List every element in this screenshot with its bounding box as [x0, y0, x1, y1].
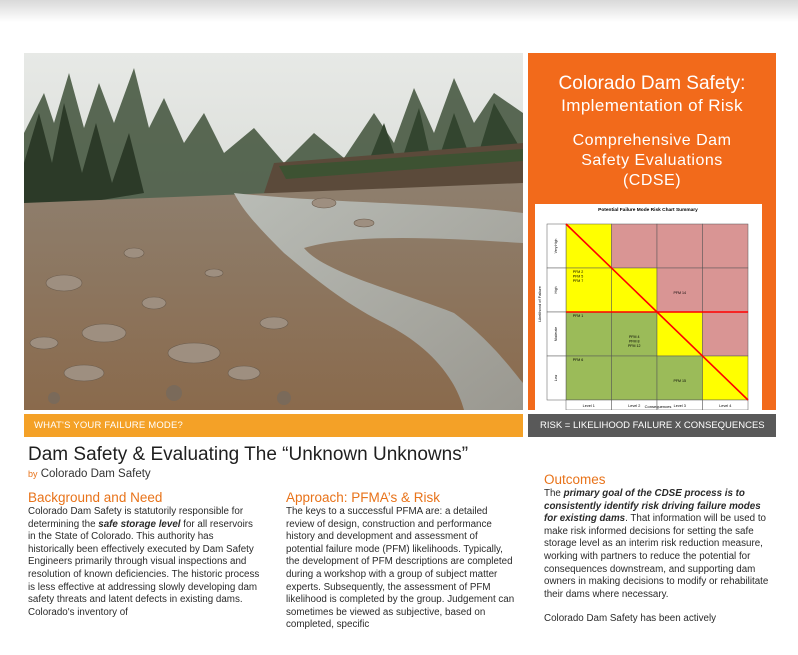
risk-cell: [703, 268, 749, 312]
background-text-a: Colorado Dam Safety is statutorily responsible for determining the: [28, 506, 244, 530]
pfm-label: PFM 4 PFM 8 PFM 12: [627, 335, 641, 349]
column-background: [28, 490, 260, 619]
outcomes-text-a: The: [544, 488, 564, 499]
hero-photo: [24, 53, 523, 410]
panel-title: Colorado Dam Safety:: [558, 73, 746, 94]
outcomes-text: [544, 488, 774, 601]
byline: [28, 468, 151, 480]
risk-chart-ylabel: Likelihood of Failure: [537, 286, 542, 322]
panel-cdse: [542, 131, 762, 191]
pfm-label: PFM 2 PFM 5 PFM 7: [572, 270, 584, 284]
risk-chart-xlabel: Consequences: [644, 404, 672, 409]
pfm-label: PFM 1: [572, 314, 584, 318]
risk-cell: [612, 224, 658, 268]
risk-cell: [703, 224, 749, 268]
background-text-emphasis: safe storage level: [98, 518, 181, 530]
cdse-line-3: (CDSE): [622, 172, 682, 189]
pfm-label: PFM 6: [572, 358, 584, 362]
approach-heading: Approach: PFMA’s & Risk: [286, 490, 441, 505]
risk-row-label: High: [554, 286, 558, 294]
risk-chart-title: Potential Failure Mode Risk Chart Summary: [598, 208, 698, 213]
risk-col-label: Level 4: [719, 404, 732, 408]
background-text-b: for all reservoirs in the State of Colorado. This authority has historically been effectively executed by Dam Safety Engineers primarily through visual inspections and resolution of known deficiencies. The historic process is less effective at addressing slowly developing dam safety threats and latent defects in existing dams. Colorado's inventory of: [28, 518, 260, 618]
pfm-label: PFM 14: [673, 291, 687, 295]
outcomes-text-b: . That information will be used to make risk informed decisions for setting the safe storage level as an interim risk reduction measure, working with partners to reduce the potential for consequences downstream, and supporting dam owners in making decisions to modify or rehabilitate their dams where necessary.: [544, 513, 769, 600]
risk-cell: [703, 312, 749, 356]
byline-author: Colorado Dam Safety: [40, 468, 151, 480]
column-approach: [286, 490, 516, 632]
risk-caption: RISK = LIKELIHOOD FAILURE X CONSEQUENCES: [528, 414, 776, 437]
pfm-label: PFM 15: [673, 379, 687, 383]
risk-row-label: Low: [554, 374, 558, 382]
top-shadow: [0, 0, 798, 22]
risk-col-label: Level 1: [582, 404, 595, 408]
risk-cell: [566, 312, 612, 356]
panel-subtitle: Implementation of Risk: [561, 96, 743, 115]
byline-by: by: [28, 469, 38, 479]
risk-row-label: Moderate: [554, 326, 558, 342]
cdse-line-2: Safety Evaluations: [581, 152, 723, 169]
approach-text: The keys to a successful PFMA are: a detailed review of design, construction and performance history and development and assessment of potential failure mode (PFM) likelihoods. Typically, the development of PFM descriptions are completed during a workshop with a group of subject matter experts. Subsequently, the assessment of PFM likelihood is completed by the group. Judgement can sometimes be viewed as subjective, based on completed, specific: [286, 506, 515, 631]
outcomes-text-emphasis: primary goal of the CDSE process is to consistently identify risk driving failure modes for existing dams: [544, 488, 761, 525]
risk-cell: [657, 224, 703, 268]
article-headline: Dam Safety & Evaluating The “Unknown Unknowns”: [28, 444, 469, 465]
risk-col-label: Level 2: [628, 404, 641, 408]
risk-cell: [612, 312, 658, 356]
outcomes-text-2: Colorado Dam Safety has been actively: [544, 613, 717, 625]
risk-col-label: Level 3: [673, 404, 686, 408]
risk-cell: [566, 356, 612, 400]
risk-chart: [535, 204, 762, 410]
risk-row-label: Very High: [554, 238, 558, 254]
background-text: [28, 506, 260, 619]
risk-cell: [657, 268, 703, 312]
risk-cell: [612, 356, 658, 400]
risk-chart-svg: [535, 204, 762, 410]
risk-cell: [657, 356, 703, 400]
background-heading: Background and Need: [28, 490, 163, 505]
photo-caption: WHAT'S YOUR FAILURE MODE?: [24, 414, 523, 437]
column-outcomes: [544, 472, 774, 626]
outcomes-heading: Outcomes: [544, 472, 606, 487]
cdse-line-1: Comprehensive Dam: [572, 132, 732, 149]
